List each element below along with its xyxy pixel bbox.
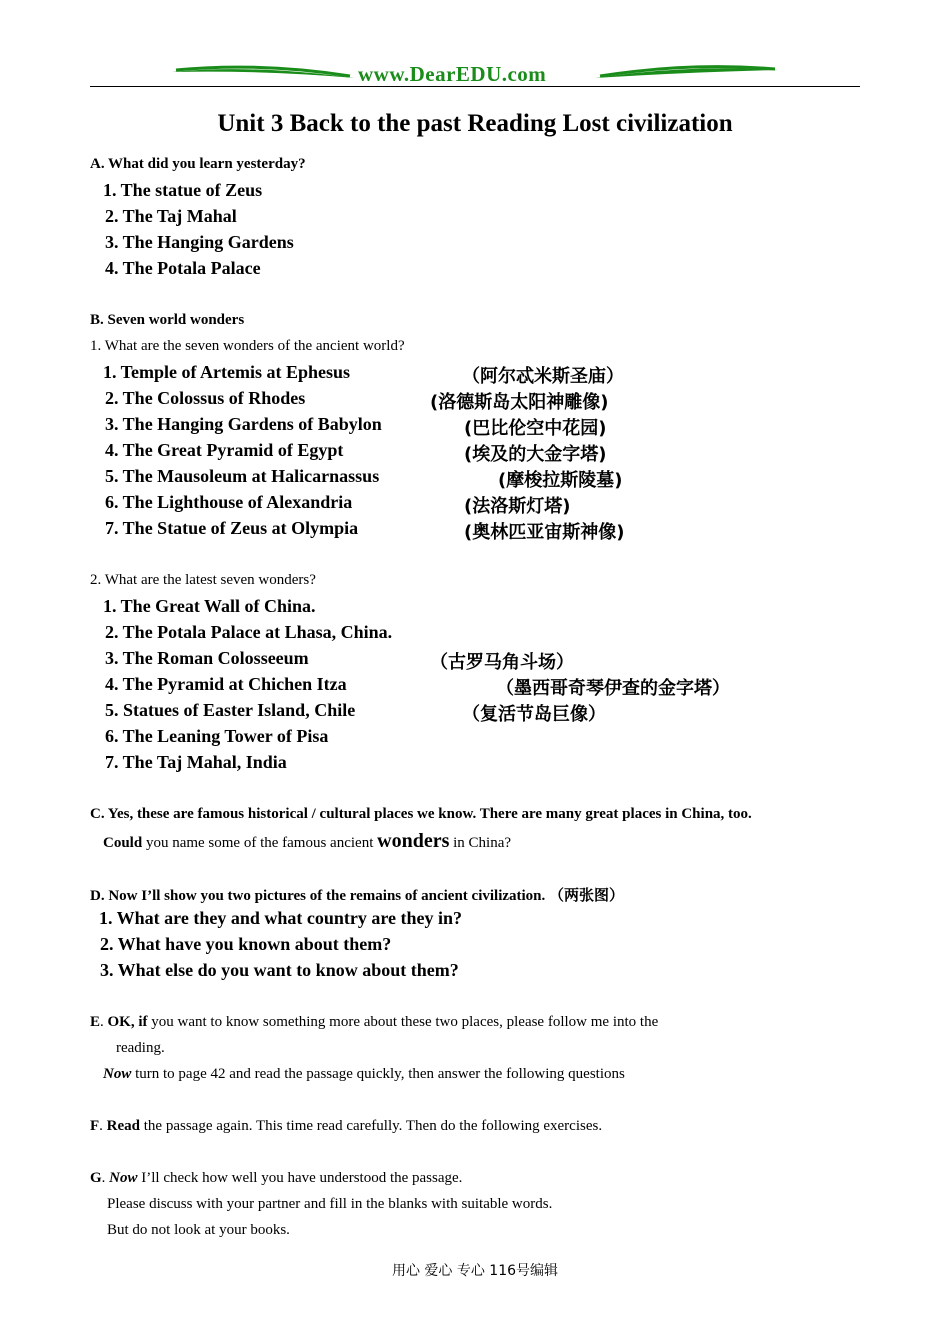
ancient-wonder-chinese: (摩梭拉斯陵墓)	[498, 470, 623, 491]
ancient-wonder-item: 3. The Hanging Gardens of Babylon	[105, 414, 382, 434]
ancient-wonder-chinese: (巴比伦空中花园)	[464, 418, 607, 439]
section-d-item: 3. What else do you want to know about them?	[100, 960, 459, 980]
section-e-line-1: E. OK, if you want to know something more about these two places, please follow me into the	[90, 1014, 659, 1030]
ancient-wonder-chinese: （阿尔忒米斯圣庙）	[462, 366, 624, 387]
page-title: Unit 3 Back to the past Reading Lost civilization	[217, 110, 733, 137]
header-rule	[90, 86, 860, 87]
section-c-wonders: wonders	[377, 830, 450, 852]
ancient-wonder-chinese: (法洛斯灯塔)	[464, 496, 571, 517]
ancient-wonder-item: 1. Temple of Artemis at Ephesus	[103, 362, 351, 382]
ancient-wonder-item: 4. The Great Pyramid of Egypt	[105, 440, 344, 460]
section-f-line: F. Read the passage again. This time read carefully. Then do the following exercises.	[90, 1118, 603, 1134]
latest-wonder-item: 5. Statues of Easter Island, Chile	[105, 700, 356, 720]
section-a-item: 4. The Potala Palace	[105, 258, 261, 278]
section-f-bold: Read	[106, 1118, 141, 1134]
latest-wonder-chinese: （复活节岛巨像）	[462, 704, 606, 725]
section-b-heading: B. Seven world wonders	[90, 312, 245, 328]
section-g-line-3: But do not look at your books.	[107, 1222, 290, 1238]
section-g-text: I’ll check how well you have understood the passage.	[137, 1170, 463, 1186]
section-b-question-2: 2. What are the latest seven wonders?	[90, 572, 316, 588]
section-d-letter: D	[90, 888, 101, 904]
latest-wonder-item: 7. The Taj Mahal, India	[105, 752, 287, 772]
section-e-now: Now	[103, 1066, 132, 1082]
section-g-line-1: G. Now I’ll check how well you have understood the passage.	[90, 1170, 463, 1186]
section-a-heading: A. What did you learn yesterday?	[90, 156, 306, 172]
ancient-wonder-chinese: (埃及的大金字塔)	[464, 444, 607, 465]
section-b-question-1: 1. What are the seven wonders of the ancient world?	[90, 338, 405, 354]
ancient-wonder-chinese: (奥林匹亚宙斯神像)	[464, 522, 625, 543]
section-c-could: Could	[103, 835, 143, 851]
section-a-item: 3. The Hanging Gardens	[105, 232, 294, 252]
section-c-end: in China?	[449, 835, 512, 851]
section-c-line-2	[103, 830, 511, 853]
latest-wonder-item: 1. The Great Wall of China.	[103, 596, 316, 616]
section-d-item: 1. What are they and what country are they in?	[99, 908, 463, 928]
section-e-line-2: reading.	[116, 1040, 165, 1056]
section-g-letter: G	[90, 1170, 102, 1186]
section-f-letter: F	[90, 1118, 100, 1134]
latest-wonder-chinese: （墨西哥奇琴伊查的金字塔）	[496, 678, 730, 699]
latest-wonder-item: 6. The Leaning Tower of Pisa	[105, 726, 329, 746]
section-c-line-1: C. Yes, these are famous historical / cultural places we know. There are many great places in China, too.	[90, 806, 752, 822]
ancient-wonder-item: 6. The Lighthouse of Alexandria	[105, 492, 353, 512]
latest-wonder-item: 2. The Potala Palace at Lhasa, China.	[105, 622, 393, 642]
latest-wonder-item: 4. The Pyramid at Chichen Itza	[105, 674, 347, 694]
ancient-wonder-item: 2. The Colossus of Rhodes	[105, 388, 306, 408]
section-g-line-2: Please discuss with your partner and fill in the blanks with suitable words.	[107, 1196, 553, 1212]
section-d-text: . Now I’ll show you two pictures of the remains of ancient civilization. （两张图）	[100, 888, 625, 904]
section-d-item: 2. What have you known about them?	[100, 934, 392, 954]
section-e-line-3-text: turn to page 42 and read the passage quickly, then answer the following questions	[131, 1066, 625, 1082]
ancient-wonder-chinese: (洛德斯岛太阳神雕像)	[430, 392, 609, 413]
section-e-line-3	[103, 1066, 625, 1083]
section-f-text: the passage again. This time read carefully. Then do the following exercises.	[140, 1118, 603, 1134]
section-e-letter: E	[90, 1014, 101, 1030]
latest-wonder-chinese: （古罗马角斗场）	[430, 652, 574, 673]
section-d-heading	[90, 884, 624, 905]
section-e-text: you want to know something more about these two places, please follow me into the	[147, 1014, 659, 1030]
section-a-item: 2. The Taj Mahal	[105, 206, 237, 226]
latest-wonder-item: 3. The Roman Colosseeum	[105, 648, 309, 668]
ancient-wonder-item: 7. The Statue of Zeus at Olympia	[105, 518, 359, 538]
page-footer: 用心 爱心 专心 116号编辑	[391, 1263, 559, 1279]
section-g-now: Now	[109, 1170, 138, 1186]
section-e-bold: OK, if	[107, 1014, 148, 1030]
ancient-wonder-item: 5. The Mausoleum at Halicarnassus	[105, 466, 380, 486]
section-c-mid: you name some of the famous ancient	[142, 835, 378, 851]
section-a-item: 1. The statue of Zeus	[103, 180, 263, 200]
logo-text: www.DearEDU.com	[358, 62, 547, 86]
